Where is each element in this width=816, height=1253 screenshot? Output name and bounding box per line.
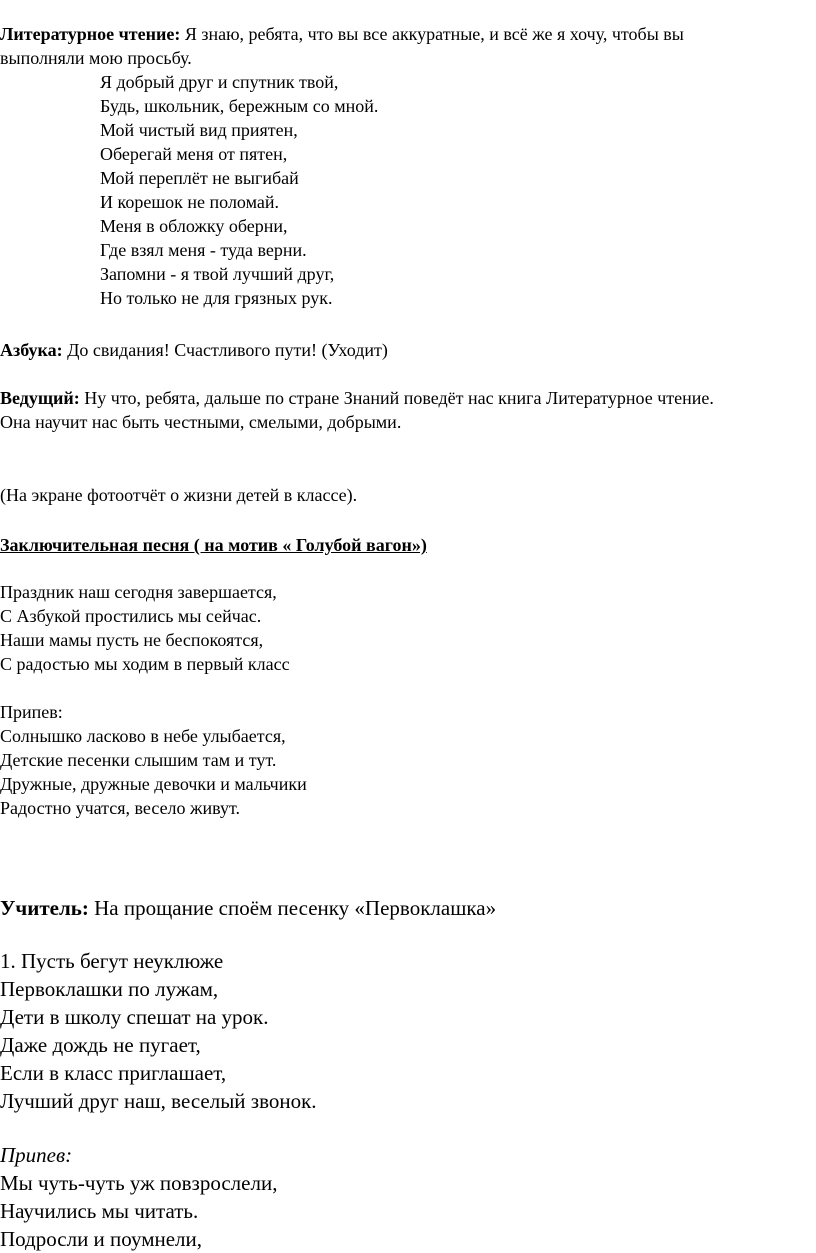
speaker-lit: Литературное чтение:: [0, 24, 181, 44]
poem-line: Мой чистый вид приятен,: [100, 120, 298, 140]
chorus-line: Радостно учатся, весело живут.: [0, 798, 241, 818]
song2-verse-line: 1. Пусть бегут неуклюже: [0, 949, 224, 973]
song2-verse-line: Лучший друг наш, веселый звонок.: [0, 1089, 317, 1113]
verse-line: Наши мамы пусть не беспокоятся,: [0, 630, 264, 650]
song2-chorus-line: Научились мы читать.: [0, 1199, 199, 1223]
poem-line: Я добрый друг и спутник твой,: [100, 72, 339, 92]
poem-line: Где взял меня - туда верни.: [100, 240, 307, 260]
song2-chorus-line: Мы чуть-чуть уж повзрослели,: [0, 1171, 278, 1195]
poem-line: Мой переплёт не выгибай: [100, 168, 299, 188]
poem-line: И корешок не поломай.: [100, 192, 279, 212]
verse-line: Праздник наш сегодня завершается,: [0, 582, 277, 602]
speaker-teacher: Учитель:: [0, 896, 89, 920]
poem-line: Запомни - я твой лучший друг,: [100, 264, 335, 284]
song2-verse-line: Даже дождь не пугает,: [0, 1033, 201, 1057]
chorus-line: Детские песенки слышим там и тут.: [0, 750, 277, 770]
verse-line: С радостью мы ходим в первый класс: [0, 654, 290, 674]
lit-intro-line-1: Литературное чтение: Я знаю, ребята, что вы все аккуратные, и всё же я хочу, чтобы вы: [0, 24, 684, 44]
song2-verse-line: Дети в школу спешат на урок.: [0, 1005, 269, 1029]
screen-note: (На экране фотоотчёт о жизни детей в классе).: [0, 485, 358, 505]
poem-line: Оберегай меня от пятен,: [100, 144, 288, 164]
speaker-host: Ведущий:: [0, 388, 80, 408]
song2-verse-line: Первоклашки по лужам,: [0, 977, 219, 1001]
final-song-title: Заключительная песня ( на мотив « Голубой вагон»): [0, 535, 427, 555]
song2-chorus-line: Подросли и поумнели,: [0, 1227, 203, 1251]
song2-chorus-label: Припев:: [0, 1143, 73, 1167]
azbuka-line: Азбука: До свидания! Счастливого пути! (Уходит): [0, 340, 388, 360]
chorus-line: Солнышко ласково в небе улыбается,: [0, 726, 286, 746]
host-line-2: Она научит нас быть честными, смелыми, добрыми.: [0, 412, 402, 432]
poem-line: Но только не для грязных рук.: [100, 288, 333, 308]
song2-verse-line: Если в класс приглашает,: [0, 1061, 227, 1085]
poem-line: Меня в обложку оберни,: [100, 216, 288, 236]
verse-line: С Азбукой простились мы сейчас.: [0, 606, 262, 626]
teacher-line: Учитель: На прощание споём песенку «Первоклашка»: [0, 896, 497, 920]
speaker-azbuka: Азбука:: [0, 340, 63, 360]
lit-intro-line-2: выполняли мою просьбу.: [0, 48, 192, 68]
chorus-line: Дружные, дружные девочки и мальчики: [0, 774, 307, 794]
chorus-label: Припев:: [0, 702, 63, 722]
poem-line: Будь, школьник, бережным со мной.: [100, 96, 379, 116]
host-line-1: Ведущий: Ну что, ребята, дальше по стране Знаний поведёт нас книга Литературное чтение.: [0, 388, 714, 408]
